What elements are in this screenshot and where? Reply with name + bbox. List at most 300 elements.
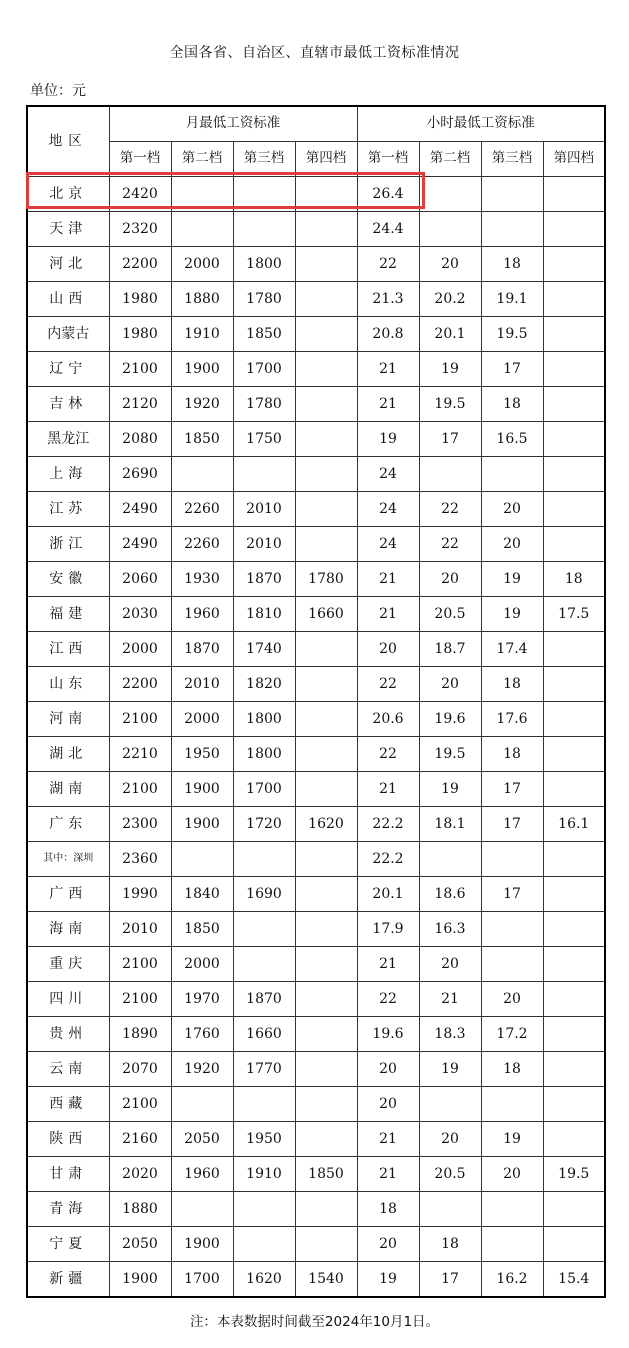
monthly-tier-2-cell: 2000 <box>171 702 233 737</box>
hourly-tier-2-cell <box>419 1192 481 1227</box>
header-monthly-tier-4: 第四档 <box>295 142 357 177</box>
table-row <box>27 212 605 247</box>
hourly-tier-1-cell: 21 <box>357 352 419 387</box>
monthly-tier-4-cell: 1850 <box>295 1157 357 1192</box>
monthly-tier-1-cell: 2010 <box>109 912 171 947</box>
table-row <box>27 422 605 457</box>
region-cell: 云南 <box>27 1052 109 1087</box>
region-cell: 山东 <box>27 667 109 702</box>
monthly-tier-2-cell: 2000 <box>171 247 233 282</box>
monthly-tier-1-cell: 2320 <box>109 212 171 247</box>
region-cell: 河南 <box>27 702 109 737</box>
region-cell: 江苏 <box>27 492 109 527</box>
monthly-tier-2-cell: 1900 <box>171 772 233 807</box>
hourly-tier-1-cell: 20 <box>357 632 419 667</box>
monthly-tier-4-cell: 1620 <box>295 807 357 842</box>
hourly-tier-1-cell: 21.3 <box>357 282 419 317</box>
hourly-tier-4-cell <box>543 1052 605 1087</box>
region-cell: 吉林 <box>27 387 109 422</box>
region-cell: 广东 <box>27 807 109 842</box>
hourly-tier-4-cell: 16.1 <box>543 807 605 842</box>
region-cell: 宁夏 <box>27 1227 109 1262</box>
table-row <box>27 457 605 492</box>
monthly-tier-2-cell: 1760 <box>171 1017 233 1052</box>
table-row <box>27 282 605 317</box>
monthly-tier-4-cell <box>295 842 357 877</box>
monthly-tier-1-cell: 2690 <box>109 457 171 492</box>
hourly-tier-3-cell <box>481 457 543 492</box>
table-row <box>27 527 605 562</box>
hourly-tier-2-cell: 22 <box>419 527 481 562</box>
monthly-tier-3-cell <box>233 1192 295 1227</box>
hourly-tier-4-cell <box>543 982 605 1017</box>
monthly-tier-2-cell <box>171 212 233 247</box>
hourly-tier-4-cell <box>543 842 605 877</box>
region-cell: 黑龙江 <box>27 422 109 457</box>
monthly-tier-4-cell <box>295 387 357 422</box>
table-row <box>27 1192 605 1227</box>
hourly-tier-4-cell: 19.5 <box>543 1157 605 1192</box>
hourly-tier-1-cell: 21 <box>357 772 419 807</box>
table-row <box>27 177 605 212</box>
region-cell: 辽宁 <box>27 352 109 387</box>
monthly-tier-2-cell: 1840 <box>171 877 233 912</box>
monthly-tier-4-cell <box>295 1087 357 1122</box>
region-cell: 青海 <box>27 1192 109 1227</box>
monthly-tier-4-cell <box>295 1017 357 1052</box>
monthly-tier-1-cell: 2020 <box>109 1157 171 1192</box>
region-cell: 北京 <box>27 177 109 212</box>
monthly-tier-2-cell: 1920 <box>171 387 233 422</box>
hourly-tier-1-cell: 18 <box>357 1192 419 1227</box>
monthly-tier-2-cell: 1920 <box>171 1052 233 1087</box>
monthly-tier-1-cell: 1980 <box>109 317 171 352</box>
header-monthly: 月最低工资标准 <box>109 106 357 142</box>
hourly-tier-1-cell: 20.6 <box>357 702 419 737</box>
hourly-tier-1-cell: 22 <box>357 737 419 772</box>
monthly-tier-4-cell <box>295 527 357 562</box>
hourly-tier-1-cell: 20.8 <box>357 317 419 352</box>
hourly-tier-1-cell: 21 <box>357 562 419 597</box>
hourly-tier-4-cell: 18 <box>543 562 605 597</box>
monthly-tier-3-cell <box>233 1227 295 1262</box>
table-row <box>27 982 605 1017</box>
hourly-tier-2-cell: 17 <box>419 422 481 457</box>
hourly-tier-1-cell: 24.4 <box>357 212 419 247</box>
hourly-tier-3-cell: 17.6 <box>481 702 543 737</box>
monthly-tier-4-cell <box>295 457 357 492</box>
monthly-tier-2-cell: 1850 <box>171 422 233 457</box>
table-row <box>27 387 605 422</box>
hourly-tier-4-cell <box>543 282 605 317</box>
monthly-tier-3-cell: 1750 <box>233 422 295 457</box>
monthly-tier-1-cell: 2060 <box>109 562 171 597</box>
monthly-tier-4-cell <box>295 317 357 352</box>
monthly-tier-2-cell: 1880 <box>171 282 233 317</box>
monthly-tier-4-cell <box>295 1052 357 1087</box>
hourly-tier-3-cell: 17.2 <box>481 1017 543 1052</box>
hourly-tier-1-cell: 19 <box>357 422 419 457</box>
table-row <box>27 1157 605 1192</box>
hourly-tier-1-cell: 21 <box>357 947 419 982</box>
hourly-tier-2-cell: 18.7 <box>419 632 481 667</box>
monthly-tier-4-cell <box>295 877 357 912</box>
monthly-tier-2-cell <box>171 1087 233 1122</box>
hourly-tier-1-cell: 21 <box>357 387 419 422</box>
region-cell: 湖南 <box>27 772 109 807</box>
table-row <box>27 1262 605 1298</box>
hourly-tier-2-cell: 19.5 <box>419 387 481 422</box>
hourly-tier-2-cell: 18.6 <box>419 877 481 912</box>
hourly-tier-2-cell: 16.3 <box>419 912 481 947</box>
monthly-tier-4-cell <box>295 912 357 947</box>
monthly-tier-2-cell: 1960 <box>171 597 233 632</box>
hourly-tier-4-cell <box>543 667 605 702</box>
monthly-tier-4-cell <box>295 1192 357 1227</box>
hourly-tier-4-cell: 17.5 <box>543 597 605 632</box>
hourly-tier-4-cell <box>543 737 605 772</box>
hourly-tier-4-cell <box>543 457 605 492</box>
hourly-tier-1-cell: 20 <box>357 1227 419 1262</box>
hourly-tier-1-cell: 20 <box>357 1052 419 1087</box>
hourly-tier-2-cell: 20.2 <box>419 282 481 317</box>
hourly-tier-3-cell <box>481 842 543 877</box>
monthly-tier-3-cell <box>233 947 295 982</box>
table-row <box>27 912 605 947</box>
hourly-tier-2-cell: 18.1 <box>419 807 481 842</box>
hourly-tier-3-cell: 19 <box>481 597 543 632</box>
table-row <box>27 562 605 597</box>
monthly-tier-2-cell: 1900 <box>171 807 233 842</box>
monthly-tier-4-cell <box>295 982 357 1017</box>
region-cell: 四川 <box>27 982 109 1017</box>
monthly-tier-1-cell: 1980 <box>109 282 171 317</box>
hourly-tier-2-cell: 20 <box>419 247 481 282</box>
monthly-tier-1-cell: 2490 <box>109 492 171 527</box>
table-row <box>27 1017 605 1052</box>
hourly-tier-4-cell <box>543 1017 605 1052</box>
hourly-tier-3-cell: 19 <box>481 562 543 597</box>
monthly-tier-3-cell: 1870 <box>233 982 295 1017</box>
hourly-tier-3-cell: 19.5 <box>481 317 543 352</box>
monthly-tier-1-cell: 1880 <box>109 1192 171 1227</box>
hourly-tier-1-cell: 21 <box>357 1122 419 1157</box>
monthly-tier-1-cell: 2100 <box>109 947 171 982</box>
hourly-tier-2-cell: 20 <box>419 1122 481 1157</box>
region-cell: 西藏 <box>27 1087 109 1122</box>
hourly-tier-4-cell <box>543 947 605 982</box>
monthly-tier-2-cell <box>171 457 233 492</box>
hourly-tier-2-cell: 19 <box>419 1052 481 1087</box>
table-row <box>27 737 605 772</box>
monthly-tier-2-cell: 1910 <box>171 317 233 352</box>
monthly-tier-2-cell: 2010 <box>171 667 233 702</box>
table-row <box>27 247 605 282</box>
region-cell: 新疆 <box>27 1262 109 1298</box>
hourly-tier-2-cell: 20.5 <box>419 1157 481 1192</box>
hourly-tier-4-cell <box>543 387 605 422</box>
hourly-tier-3-cell: 19.1 <box>481 282 543 317</box>
hourly-tier-2-cell <box>419 457 481 492</box>
hourly-tier-1-cell: 22 <box>357 247 419 282</box>
monthly-tier-3-cell: 2010 <box>233 492 295 527</box>
monthly-tier-2-cell: 1700 <box>171 1262 233 1298</box>
monthly-tier-2-cell: 2000 <box>171 947 233 982</box>
hourly-tier-4-cell <box>543 352 605 387</box>
region-cell: 广西 <box>27 877 109 912</box>
hourly-tier-3-cell <box>481 1087 543 1122</box>
table-row <box>27 877 605 912</box>
monthly-tier-3-cell: 1720 <box>233 807 295 842</box>
hourly-tier-1-cell: 21 <box>357 1157 419 1192</box>
hourly-tier-3-cell: 20 <box>481 1157 543 1192</box>
hourly-tier-2-cell: 19 <box>419 772 481 807</box>
hourly-tier-4-cell <box>543 772 605 807</box>
region-cell: 江西 <box>27 632 109 667</box>
header-monthly-tier-1: 第一档 <box>109 142 171 177</box>
monthly-tier-3-cell: 1950 <box>233 1122 295 1157</box>
footnote: 注：本表数据时间截至2024年10月1日。 <box>189 1314 440 1330</box>
hourly-tier-3-cell: 17 <box>481 877 543 912</box>
monthly-tier-2-cell: 2050 <box>171 1122 233 1157</box>
monthly-tier-3-cell <box>233 842 295 877</box>
hourly-tier-4-cell <box>543 422 605 457</box>
table-row <box>27 597 605 632</box>
hourly-tier-4-cell <box>543 212 605 247</box>
monthly-tier-1-cell: 2100 <box>109 982 171 1017</box>
monthly-tier-4-cell <box>295 352 357 387</box>
monthly-tier-2-cell: 1970 <box>171 982 233 1017</box>
monthly-tier-2-cell: 1850 <box>171 912 233 947</box>
monthly-tier-3-cell: 1780 <box>233 387 295 422</box>
monthly-tier-3-cell: 1770 <box>233 1052 295 1087</box>
table-row <box>27 632 605 667</box>
hourly-tier-2-cell: 19 <box>419 352 481 387</box>
hourly-tier-4-cell <box>543 1087 605 1122</box>
hourly-tier-4-cell <box>543 1227 605 1262</box>
monthly-tier-1-cell: 2420 <box>109 177 171 212</box>
monthly-tier-3-cell: 1620 <box>233 1262 295 1298</box>
hourly-tier-3-cell: 17 <box>481 807 543 842</box>
hourly-tier-2-cell: 20 <box>419 562 481 597</box>
hourly-tier-3-cell: 17.4 <box>481 632 543 667</box>
hourly-tier-1-cell: 24 <box>357 457 419 492</box>
hourly-tier-3-cell: 19 <box>481 1122 543 1157</box>
monthly-tier-4-cell <box>295 282 357 317</box>
monthly-tier-3-cell <box>233 912 295 947</box>
table-row <box>27 807 605 842</box>
hourly-tier-2-cell: 18.3 <box>419 1017 481 1052</box>
monthly-tier-2-cell <box>171 842 233 877</box>
hourly-tier-3-cell <box>481 1227 543 1262</box>
region-cell: 山西 <box>27 282 109 317</box>
region-cell: 甘肃 <box>27 1157 109 1192</box>
hourly-tier-4-cell: 15.4 <box>543 1262 605 1298</box>
monthly-tier-3-cell: 1810 <box>233 597 295 632</box>
hourly-tier-1-cell: 24 <box>357 527 419 562</box>
monthly-tier-4-cell <box>295 1227 357 1262</box>
monthly-tier-1-cell: 2360 <box>109 842 171 877</box>
hourly-tier-3-cell <box>481 947 543 982</box>
hourly-tier-1-cell: 19.6 <box>357 1017 419 1052</box>
hourly-tier-3-cell: 20 <box>481 982 543 1017</box>
region-cell: 重庆 <box>27 947 109 982</box>
monthly-tier-3-cell <box>233 177 295 212</box>
header-monthly-tier-3: 第三档 <box>233 142 295 177</box>
hourly-tier-2-cell: 19.6 <box>419 702 481 737</box>
monthly-tier-2-cell: 1950 <box>171 737 233 772</box>
monthly-tier-3-cell: 1800 <box>233 737 295 772</box>
hourly-tier-3-cell: 16.2 <box>481 1262 543 1298</box>
monthly-tier-4-cell <box>295 212 357 247</box>
monthly-tier-3-cell: 1910 <box>233 1157 295 1192</box>
hourly-tier-1-cell: 21 <box>357 597 419 632</box>
hourly-tier-2-cell: 22 <box>419 492 481 527</box>
monthly-tier-2-cell <box>171 1192 233 1227</box>
monthly-tier-2-cell: 1870 <box>171 632 233 667</box>
monthly-tier-1-cell: 2120 <box>109 387 171 422</box>
monthly-tier-1-cell: 2200 <box>109 667 171 702</box>
monthly-tier-2-cell <box>171 177 233 212</box>
monthly-tier-4-cell: 1780 <box>295 562 357 597</box>
hourly-tier-1-cell: 19 <box>357 1262 419 1298</box>
hourly-tier-3-cell: 18 <box>481 1052 543 1087</box>
hourly-tier-4-cell <box>543 317 605 352</box>
hourly-tier-3-cell: 18 <box>481 737 543 772</box>
table-row <box>27 947 605 982</box>
monthly-tier-1-cell: 2300 <box>109 807 171 842</box>
monthly-tier-1-cell: 2210 <box>109 737 171 772</box>
hourly-tier-2-cell: 20 <box>419 667 481 702</box>
monthly-tier-4-cell <box>295 772 357 807</box>
monthly-tier-4-cell <box>295 422 357 457</box>
monthly-tier-4-cell <box>295 632 357 667</box>
hourly-tier-4-cell <box>543 912 605 947</box>
hourly-tier-4-cell <box>543 877 605 912</box>
region-cell: 湖北 <box>27 737 109 772</box>
hourly-tier-3-cell <box>481 177 543 212</box>
hourly-tier-1-cell: 24 <box>357 492 419 527</box>
minimum-wage-table <box>26 105 606 1298</box>
hourly-tier-4-cell <box>543 1122 605 1157</box>
monthly-tier-4-cell <box>295 737 357 772</box>
table-row <box>27 702 605 737</box>
table-header <box>27 106 605 177</box>
hourly-tier-2-cell <box>419 212 481 247</box>
hourly-tier-1-cell: 22 <box>357 982 419 1017</box>
hourly-tier-4-cell <box>543 527 605 562</box>
monthly-tier-4-cell <box>295 702 357 737</box>
hourly-tier-2-cell: 17 <box>419 1262 481 1298</box>
monthly-tier-1-cell: 2000 <box>109 632 171 667</box>
monthly-tier-3-cell: 1700 <box>233 352 295 387</box>
hourly-tier-3-cell <box>481 912 543 947</box>
monthly-tier-4-cell <box>295 177 357 212</box>
monthly-tier-1-cell: 2100 <box>109 1087 171 1122</box>
monthly-tier-4-cell <box>295 1122 357 1157</box>
hourly-tier-2-cell <box>419 177 481 212</box>
table-row <box>27 492 605 527</box>
monthly-tier-1-cell: 2490 <box>109 527 171 562</box>
monthly-tier-4-cell: 1660 <box>295 597 357 632</box>
table-row <box>27 352 605 387</box>
monthly-tier-3-cell: 1800 <box>233 702 295 737</box>
hourly-tier-4-cell <box>543 632 605 667</box>
monthly-tier-3-cell: 1780 <box>233 282 295 317</box>
monthly-tier-1-cell: 2100 <box>109 702 171 737</box>
page-title: 全国各省、自治区、直辖市最低工资标准情况 <box>169 45 460 61</box>
header-region: 地区 <box>27 106 109 177</box>
monthly-tier-1-cell: 1890 <box>109 1017 171 1052</box>
region-cell: 陕西 <box>27 1122 109 1157</box>
header-hourly-tier-3: 第三档 <box>481 142 543 177</box>
monthly-tier-1-cell: 2070 <box>109 1052 171 1087</box>
monthly-tier-1-cell: 2100 <box>109 772 171 807</box>
region-cell: 天津 <box>27 212 109 247</box>
hourly-tier-3-cell: 20 <box>481 492 543 527</box>
monthly-tier-4-cell <box>295 247 357 282</box>
region-cell: 浙江 <box>27 527 109 562</box>
monthly-tier-2-cell: 2260 <box>171 492 233 527</box>
hourly-tier-2-cell: 20 <box>419 947 481 982</box>
hourly-tier-3-cell: 17 <box>481 352 543 387</box>
header-hourly-tier-2: 第二档 <box>419 142 481 177</box>
table-body <box>27 177 605 1298</box>
table-row <box>27 842 605 877</box>
header-hourly: 小时最低工资标准 <box>357 106 605 142</box>
hourly-tier-1-cell: 26.4 <box>357 177 419 212</box>
monthly-tier-1-cell: 2080 <box>109 422 171 457</box>
monthly-tier-1-cell: 2030 <box>109 597 171 632</box>
hourly-tier-3-cell <box>481 1192 543 1227</box>
hourly-tier-3-cell: 18 <box>481 247 543 282</box>
monthly-tier-3-cell: 1850 <box>233 317 295 352</box>
hourly-tier-1-cell: 22.2 <box>357 842 419 877</box>
monthly-tier-1-cell: 1900 <box>109 1262 171 1298</box>
monthly-tier-3-cell <box>233 1087 295 1122</box>
table-row <box>27 317 605 352</box>
table-row <box>27 1122 605 1157</box>
monthly-tier-4-cell <box>295 492 357 527</box>
hourly-tier-3-cell <box>481 212 543 247</box>
hourly-tier-4-cell <box>543 492 605 527</box>
hourly-tier-2-cell: 20.5 <box>419 597 481 632</box>
hourly-tier-2-cell <box>419 842 481 877</box>
monthly-tier-3-cell: 2010 <box>233 527 295 562</box>
hourly-tier-2-cell <box>419 1087 481 1122</box>
table-row <box>27 1052 605 1087</box>
hourly-tier-4-cell <box>543 247 605 282</box>
monthly-tier-2-cell: 1900 <box>171 352 233 387</box>
hourly-tier-2-cell: 19.5 <box>419 737 481 772</box>
monthly-tier-3-cell: 1800 <box>233 247 295 282</box>
monthly-tier-2-cell: 1900 <box>171 1227 233 1262</box>
hourly-tier-4-cell <box>543 177 605 212</box>
hourly-tier-2-cell: 18 <box>419 1227 481 1262</box>
monthly-tier-1-cell: 2200 <box>109 247 171 282</box>
monthly-tier-3-cell <box>233 212 295 247</box>
table-row <box>27 1087 605 1122</box>
header-hourly-tier-1: 第一档 <box>357 142 419 177</box>
monthly-tier-3-cell <box>233 457 295 492</box>
monthly-tier-3-cell: 1820 <box>233 667 295 702</box>
hourly-tier-4-cell <box>543 702 605 737</box>
hourly-tier-1-cell: 22.2 <box>357 807 419 842</box>
region-cell: 河北 <box>27 247 109 282</box>
hourly-tier-1-cell: 22 <box>357 667 419 702</box>
hourly-tier-3-cell: 16.5 <box>481 422 543 457</box>
monthly-tier-3-cell: 1700 <box>233 772 295 807</box>
